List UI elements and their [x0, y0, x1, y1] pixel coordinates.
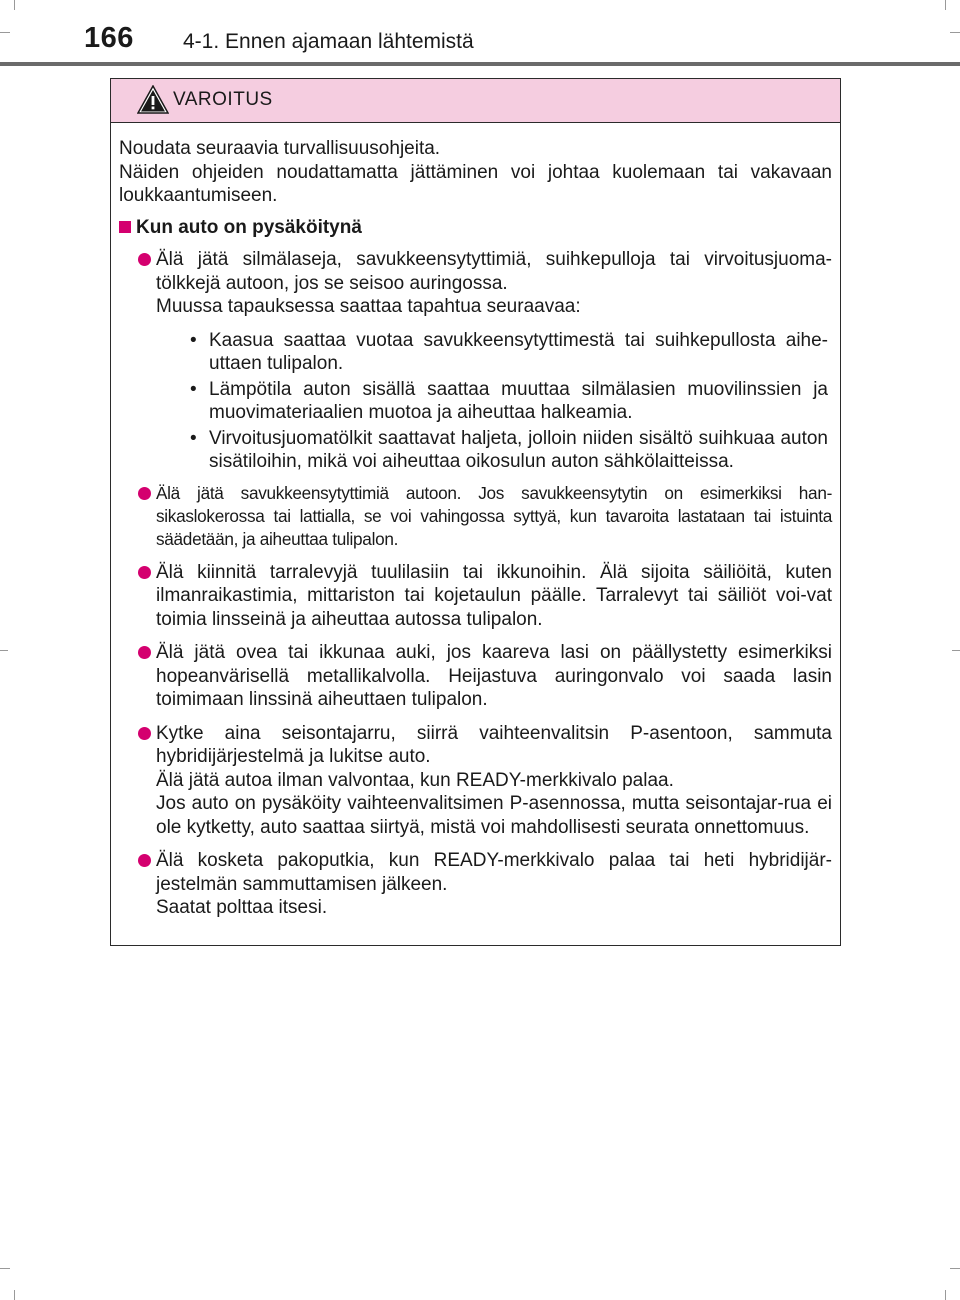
item-text: Muussa tapauksessa saattaa tapahtua seuraavaa:	[156, 296, 581, 317]
crop-mark	[0, 1268, 10, 1269]
item-text: Älä kiinnitä tarralevyjä tuulilasiin tai ikkunoihin. Älä sijoita säiliöitä, kuten ilmanraikastimia, mittariston tai kojetaulun päälle. Tarralevyt tai säiliöt voi-vat toimia linsseinä ja aiheuttaa autossa tulipalon.	[156, 561, 832, 630]
subheading	[119, 216, 832, 240]
warning-body	[119, 137, 832, 930]
round-bullet-icon	[138, 727, 151, 740]
warning-item	[119, 248, 832, 474]
sub-bullet-item	[156, 427, 832, 474]
crop-mark	[0, 32, 10, 33]
warning-item	[119, 482, 832, 551]
round-bullet-icon	[138, 253, 151, 266]
item-text: Älä jätä silmälaseja, savukkeensytyttimiä, suihkepulloja tai virvoitusjuoma-tölkkejä autoon, jos se seisoo auringossa.	[156, 249, 832, 294]
header-divider	[0, 62, 960, 66]
sub-bullet-list	[156, 329, 832, 474]
dot-bullet-icon: •	[190, 378, 197, 400]
round-bullet-icon	[138, 566, 151, 579]
warning-item	[119, 561, 832, 632]
warning-header	[111, 79, 840, 123]
round-bullet-icon	[138, 854, 151, 867]
subheading-text: Kun auto on pysäköitynä	[136, 216, 362, 238]
crop-mark	[945, 0, 946, 10]
sub-bullet-text: Virvoitusjuomatölkit saattavat haljeta, jolloin niiden sisältö suihkuaa auton sisätiloihin, mikä voi aiheuttaa oikosulun auton sähkölaitteissa.	[209, 427, 828, 472]
crop-mark	[14, 0, 15, 10]
intro-line: Noudata seuraavia turvallisuusohjeita.	[119, 138, 441, 159]
warning-box	[110, 78, 841, 946]
dot-bullet-icon: •	[190, 427, 197, 449]
warning-label: VAROITUS	[173, 89, 273, 110]
section-title: 4-1. Ennen ajamaan lähtemistä	[183, 30, 474, 53]
sub-bullet-text: Kaasua saattaa vuotaa savukkeensytyttimestä tai suihkepullosta aihe-uttaen tulipalon.	[209, 329, 828, 374]
item-text: Älä jätä autoa ilman valvontaa, kun READY-merkkivalo palaa.	[156, 769, 674, 791]
warning-triangle-icon	[137, 85, 169, 114]
warning-intro	[119, 137, 832, 208]
crop-mark	[950, 1268, 960, 1269]
page-header	[0, 0, 960, 70]
page-number: 166	[84, 22, 134, 54]
square-bullet-icon	[119, 221, 131, 233]
item-text: Jos auto on pysäköity vaihteenvalitsimen P-asennossa, mutta seisontajar-rua ei ole kytketty, auto saattaa siirtyä, mistä voi mahdollisesti seurata onnettomuus.	[156, 793, 832, 838]
crop-mark	[950, 32, 960, 33]
intro-line: Näiden ohjeiden noudattamatta jättäminen voi johtaa kuolemaan tai vakavaan loukkaantumiseen.	[119, 161, 832, 206]
warning-item	[119, 849, 832, 920]
item-text: Saatat polttaa itsesi.	[156, 897, 328, 918]
item-text: Älä kosketa pakoputkia, kun READY-merkkivalo palaa tai heti hybridijär-jestelmän sammuttamisen jälkeen.	[156, 850, 832, 895]
crop-mark	[945, 1290, 946, 1300]
item-text: Kytke aina seisontajarru, siirrä vaihteenvalitsin P-asentoon, sammuta hybridijärjestelmä ja lukitse auto.	[156, 722, 832, 767]
sub-bullet-item	[156, 378, 832, 425]
item-text: Älä jätä savukkeensytyttimiä autoon. Jos savukkeensytytin on esimerkiksi han-sikaslokerossa tai lattialla, se voi vahingossa syttyä, kun tavaroita lastataan tai istuinta säädetään, ja aiheuttaa tulipalon.	[156, 482, 832, 549]
crop-mark	[14, 1290, 15, 1300]
round-bullet-icon	[138, 646, 151, 659]
item-text: Älä jätä ovea tai ikkunaa auki, jos kaareva lasi on päällystetty esimerkiksi hopeanvärisellä metallikalvolla. Heijastuva auringonvalo voi saada lasin toimimaan linssinä aiheuttaen tulipalon.	[156, 642, 832, 710]
crop-mark	[952, 650, 960, 651]
round-bullet-icon	[138, 487, 151, 500]
crop-mark	[0, 650, 8, 651]
warning-item	[119, 722, 832, 840]
dot-bullet-icon: •	[190, 329, 197, 351]
warning-item	[119, 641, 832, 712]
sub-bullet-text: Lämpötila auton sisällä saattaa muuttaa silmälasien muovilinssien ja muovimateriaalien muotoa ja aiheuttaa halkeamia.	[209, 378, 828, 423]
sub-bullet-item	[156, 329, 832, 376]
